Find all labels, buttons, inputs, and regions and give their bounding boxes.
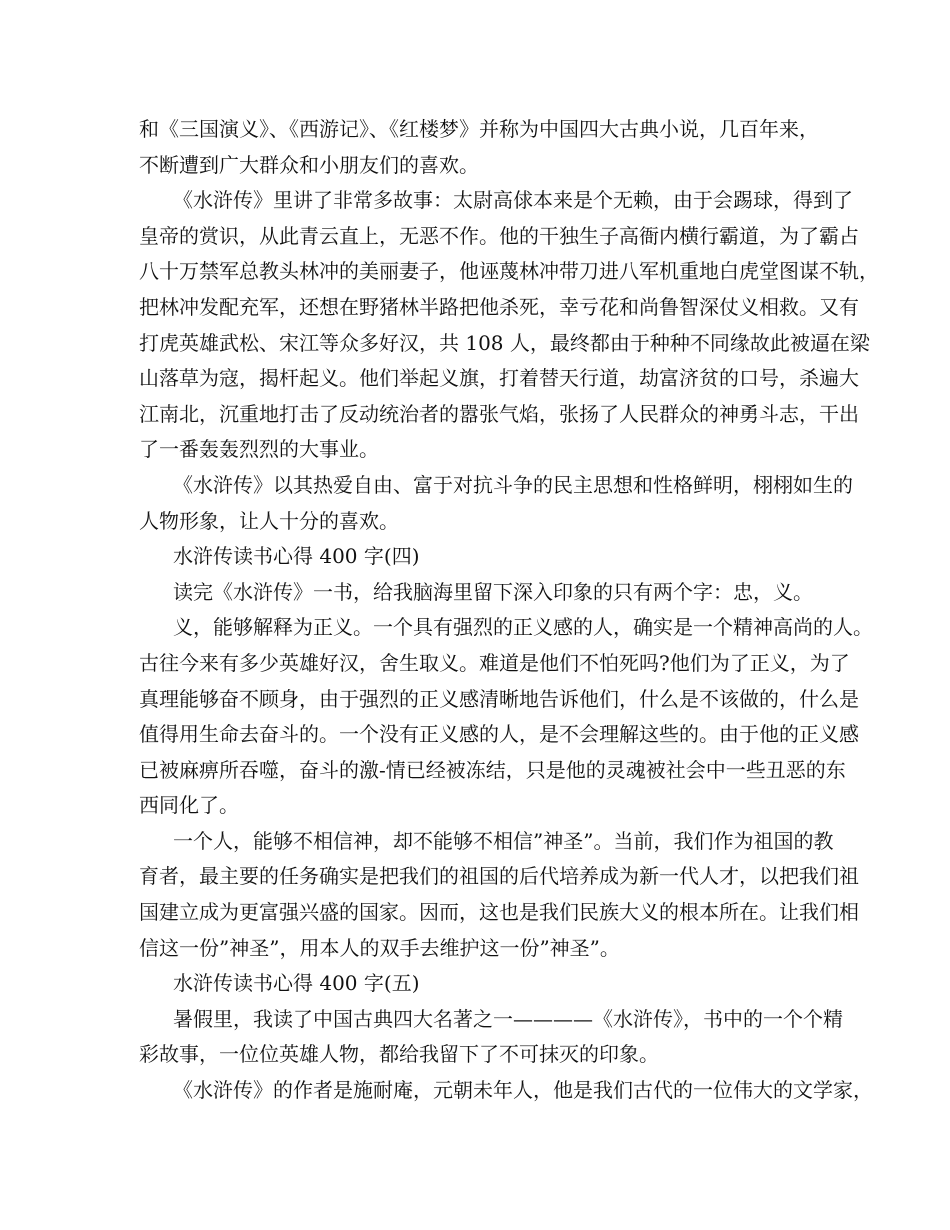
text-line: 信这一份”神圣”，用本人的双手去维护这一份”神圣”。 [139, 935, 620, 960]
text-line: 古往今来有多少英雄好汉，舍生取义。难道是他们不怕死吗?他们为了正义，为了 [139, 650, 850, 675]
text-line: 和《三国演义》、《西游记》、《红楼梦》并称为中国四大古典小说，几百年来， [139, 117, 819, 141]
text-line: 已被麻痹所吞噬，奋斗的激-情已经被冻结，只是他的灵魂被社会中一些丑恶的东 [139, 757, 846, 782]
section-heading: 水浒传读书心得 400 字(四) [173, 544, 420, 569]
text-line: 彩故事，一位位英雄人物，都给我留下了不可抹灭的印象。 [139, 1042, 659, 1067]
text-line: 《水浒传》的作者是施耐庵，元朝未年人，他是我们古代的一位伟大的文学家， [173, 1078, 873, 1103]
text-line: 八十万禁军总教头林冲的美丽妻子，他诬蔑林冲带刀进八军机重地白虎堂图谋不轨， [139, 259, 879, 284]
text-line: 人物形象，让人十分的喜欢。 [139, 508, 399, 533]
text-line: 山落草为寇，揭杆起义。他们举起义旗，打着替天行道，劫富济贫的口号，杀遍大 [139, 366, 859, 391]
document-body [139, 112, 879, 1109]
text-line: 江南北，沉重地打击了反动统治者的嚣张气焰，张扬了人民群众的神勇斗志，干出 [139, 401, 859, 426]
text-line: 西同化了。 [139, 793, 239, 818]
text-line: 《水浒传》以其热爱自由、富于对抗斗争的民主思想和性格鲜明，栩栩如生的 [173, 472, 853, 497]
text-line: 义，能够解释为正义。一个具有强烈的正义感的人，确实是一个精神高尚的人。 [173, 615, 873, 640]
text-line: 值得用生命去奋斗的。一个没有正义感的人，是不会理解这些的。由于他的正义感 [139, 722, 859, 747]
text-line: 读完《水浒传》一书，给我脑海里留下深入印象的只有两个字：忠，义。 [173, 579, 813, 604]
text-line: 不断遭到广大群众和小朋友们的喜欢。 [139, 152, 479, 177]
text-line: 真理能够奋不顾身，由于强烈的正义感清晰地告诉他们，什么是不该做的，什么是 [139, 686, 859, 711]
text-line: 皇帝的赏识，从此青云直上，无恶不作。他的干独生子高衙内横行霸道，为了霸占 [139, 223, 859, 248]
text-line: 国建立成为更富强兴盛的国家。因而，这也是我们民族大义的根本所在。让我们相 [139, 900, 859, 925]
text-line: 了一番轰轰烈烈的大事业。 [139, 437, 379, 462]
text-line: 把林冲发配充军，还想在野猪林半路把他杀死，幸亏花和尚鲁智深仗义相救。又有 [139, 294, 859, 319]
text-line: 育者，最主要的任务确实是把我们的祖国的后代培养成为新一代人才，以把我们祖 [139, 864, 859, 889]
text-line: 一个人，能够不相信神，却不能够不相信”神圣”。当前，我们作为祖国的教 [173, 828, 834, 853]
text-line: 《水浒传》里讲了非常多故事：太尉高俅本来是个无赖，由于会踢球，得到了 [173, 188, 853, 213]
text-line: 打虎英雄武松、宋江等众多好汉，共 108 人，最终都由于种种不同缘故此被逼在梁 [139, 330, 870, 355]
text-line: 暑假里，我读了中国古典四大名著之一————《水浒传》，书中的一个个精 [173, 1006, 843, 1031]
section-heading: 水浒传读书心得 400 字(五) [173, 971, 420, 996]
